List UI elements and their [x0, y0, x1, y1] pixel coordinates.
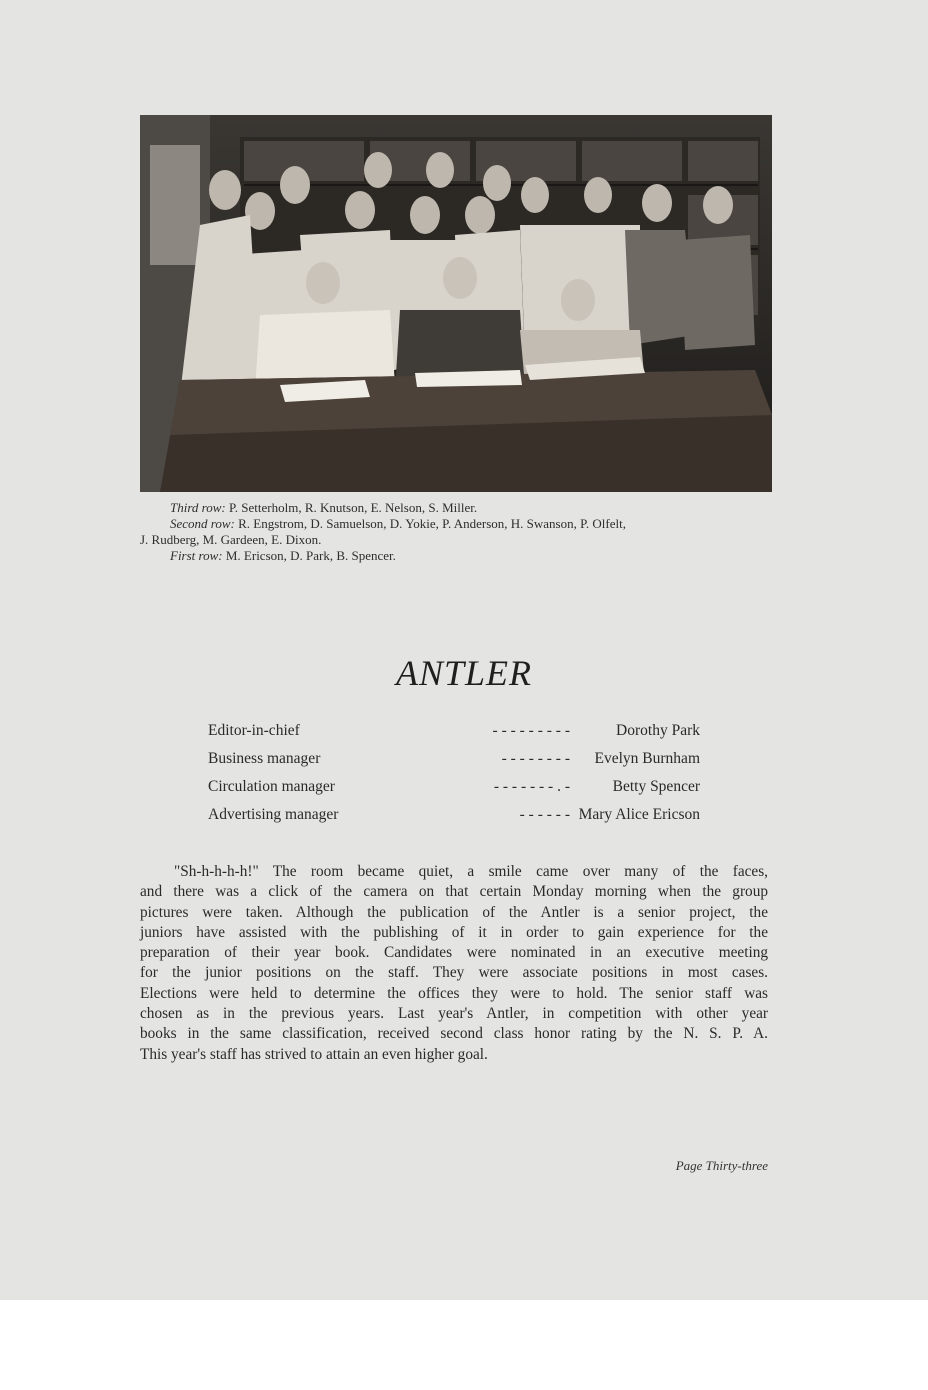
second-row-label: Second row: [170, 516, 235, 531]
group-photo [140, 115, 772, 492]
staff-row [208, 774, 700, 802]
body-line: books in the same classification, received second class honor rating by the N. S. P. A. [140, 1025, 768, 1043]
staff-row [208, 746, 700, 774]
second-row-names-cont: J. Rudberg, M. Gardeen, E. Dixon. [140, 532, 322, 547]
caption-third-row [140, 500, 772, 516]
leader-dots: - - - - - - - . - [493, 778, 570, 795]
staff-name: Dorothy Park [612, 722, 700, 740]
first-row-label: First row: [170, 548, 223, 563]
leader-dots: - - - - - - - - - [492, 722, 570, 739]
leader-dots: - - - - - - [519, 806, 570, 823]
staff-role: Business manager [208, 750, 324, 768]
body-paragraph [140, 862, 768, 1065]
staff-role: Advertising manager [208, 806, 342, 824]
third-row-label: Third row: [170, 500, 226, 515]
body-line: chosen as in the previous years. Last year's Antler, in competition with other year [140, 1005, 768, 1023]
staff-list [208, 718, 700, 830]
page-title: ANTLER [395, 653, 533, 693]
staff-row [208, 718, 700, 746]
caption-first-row [140, 548, 772, 564]
bottom-strip [0, 1300, 928, 1390]
page-number: Page Thirty-three [675, 1158, 768, 1173]
body-line: for the junior positions on the staff. They were associate positions in most cases. [140, 964, 768, 982]
staff-name: Betty Spencer [609, 778, 700, 796]
second-row-names: R. Engstrom, D. Samuelson, D. Yokie, P. Anderson, H. Swanson, P. Olfelt, [234, 516, 626, 531]
body-line: and there was a click of the camera on that certain Monday morning when the group [140, 883, 768, 901]
staff-row [208, 802, 700, 830]
body-line: "Sh-h-h-h-h!" The room became quiet, a smile came over many of the faces, [174, 863, 768, 880]
staff-name: Mary Alice Ericson [575, 806, 700, 824]
staff-role: Circulation manager [208, 778, 339, 796]
body-line: preparation of their year book. Candidates were nominated in an executive meeting [140, 944, 768, 962]
first-row-names: M. Ericson, D. Park, B. Spencer. [222, 548, 396, 563]
caption-second-row [140, 516, 772, 532]
leader-dots: - - - - - - - - [501, 750, 570, 767]
photo-caption [140, 500, 772, 564]
body-line: This year's staff has strived to attain an even higher goal. [140, 1045, 488, 1063]
body-line: pictures were taken. Although the publication of the Antler is a senior project, the [140, 903, 768, 921]
third-row-names: P. Setterholm, R. Knutson, E. Nelson, S. Miller. [225, 500, 478, 515]
caption-second-row-cont [140, 532, 772, 548]
staff-name: Evelyn Burnham [591, 750, 700, 768]
body-line: juniors have assisted with the publishing of it in order to gain experience for the [140, 923, 768, 941]
staff-role: Editor-in-chief [208, 722, 304, 740]
body-line: Elections were held to determine the offices they were to hold. The senior staff was [140, 984, 768, 1002]
